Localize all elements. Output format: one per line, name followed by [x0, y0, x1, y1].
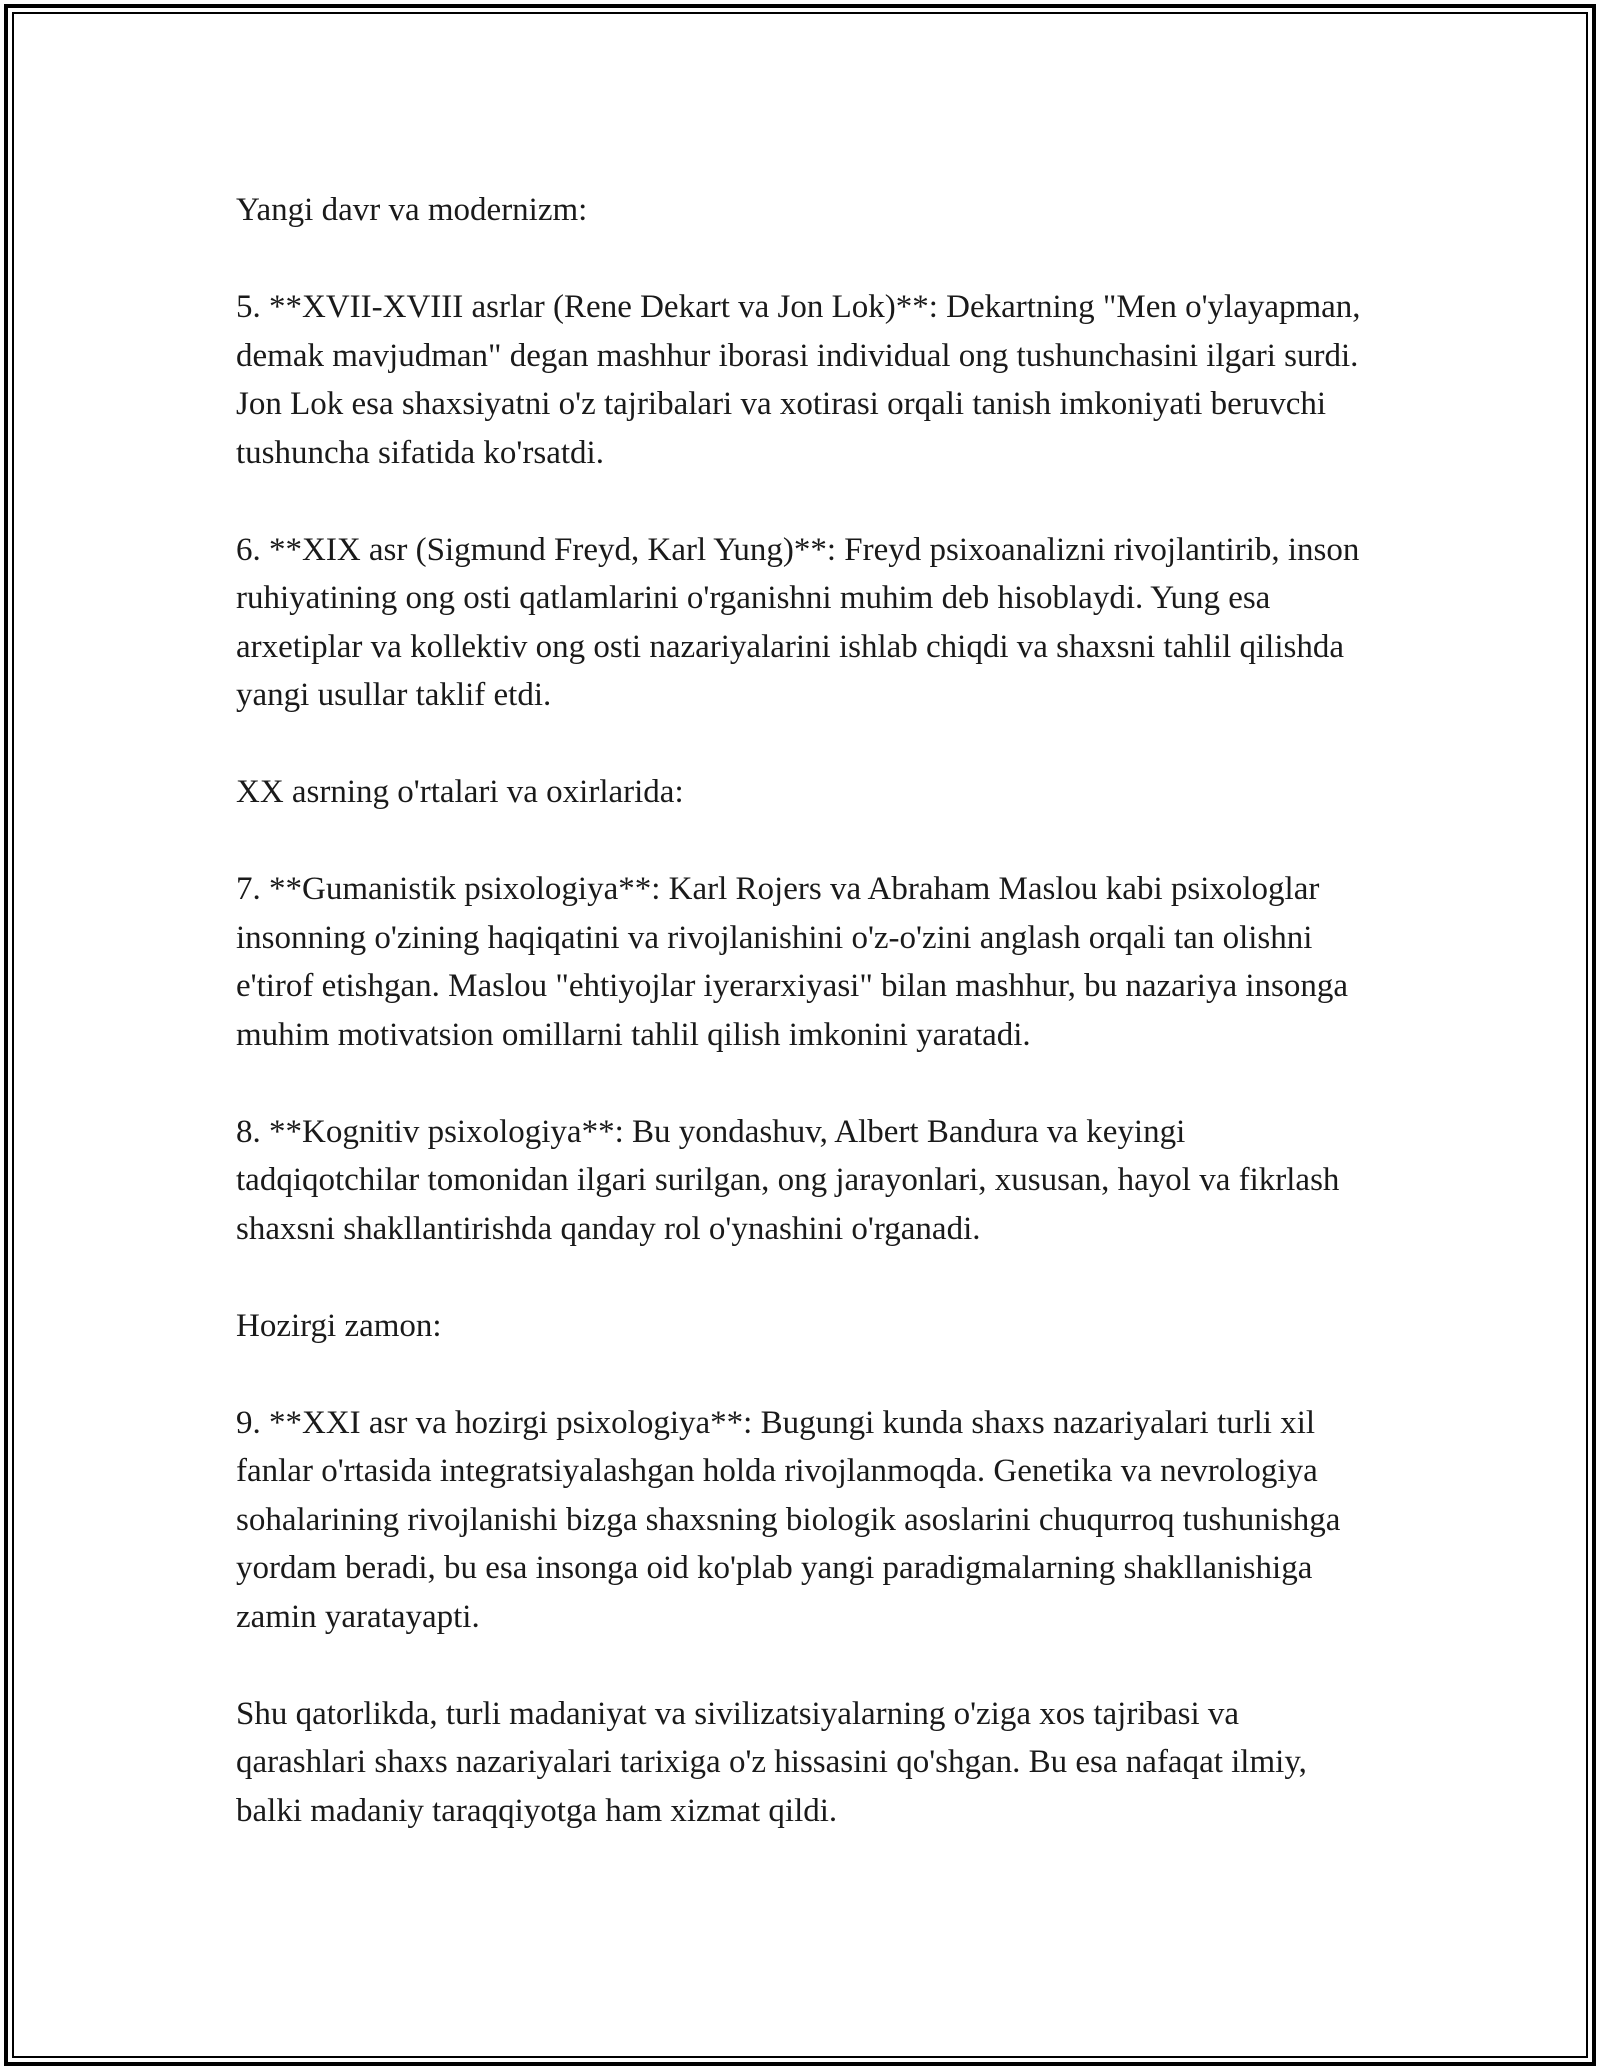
paragraph-item-8: 8. **Kognitiv psixologiya**: Bu yondashuv, Albert Bandura va keyingi tadqiqotchilar tomonidan ilgari surilgan, ong jarayonlari, xususan, hayol va fikrlash shaxsni shakllantirishda qanday rol o'ynashini o'rganadi. — [236, 1113, 1340, 1247]
document-body — [236, 186, 1376, 1835]
section-heading-present-day: Hozirgi zamon: — [236, 1307, 442, 1344]
section-heading-modern-era: Yangi davr va modernizm: — [236, 192, 588, 228]
paragraph-item-7: 7. **Gumanistik psixologiya**: Karl Rojers va Abraham Maslou kabi psixologlar insonning o'zining haqiqatini va rivojlanishini o'z-o'zini anglash orqali tan olishni e'tirof etishgan. Maslou "ehtiyojlar iyerarxiyasi" bilan mashhur, bu nazariya insonga muhim motivatsion omillarni tahlil qilish imkonini yaratadi. — [236, 871, 1349, 1053]
paragraph-item-6: 6. **XIX asr (Sigmund Freyd, Karl Yung)**: Freyd psixoanalizni rivojlantirib, inson ruhiyatining ong osti qatlamlarini o'rganishni muhim deb hisoblaydi. Yung esa arxetiplar va kollektiv ong osti nazariyalarini ishlab chiqdi va shaxsni tahlil qilishda yangi usullar taklif etdi. — [236, 531, 1360, 713]
paragraph-item-9: 9. **XXI asr va hozirgi psixologiya**: Bugungi kunda shaxs nazariyalari turli xil fanlar o'rtasida integratsiyalashgan holda rivojlanmoqda. Genetika va nevrologiya sohalarining rivojlanishi bizga shaxsning biologik asoslarini chuqurroq tushunishga yordam beradi, bu esa insonga oid ko'plab yangi paradigmalarning shakllanishiga zamin yaratayapti. — [236, 1404, 1341, 1635]
section-heading-20th-century: XX asrning o'rtalari va oxirlarida: — [236, 774, 684, 810]
paragraph-item-5: 5. **XVII-XVIII asrlar (Rene Dekart va Jon Lok)**: Dekartning "Men o'ylayapman, demak mavjudman" degan mashhur iborasi individual ong tushunchasini ilgari surdi. Jon Lok esa shaxsiyatni o'z tajribalari va xotirasi orqali tanish imkoniyati beruvchi tushuncha sifatida ko'rsatdi. — [236, 289, 1361, 471]
closing-paragraph: Shu qatorlikda, turli madaniyat va sivilizatsiyalarning o'ziga xos tajribasi va qarashlari shaxs nazariyalari tarixiga o'z hissasini qo'shgan. Bu esa nafaqat ilmiy, balki madaniy taraqqiyotga ham xizmat qildi. — [236, 1695, 1307, 1829]
